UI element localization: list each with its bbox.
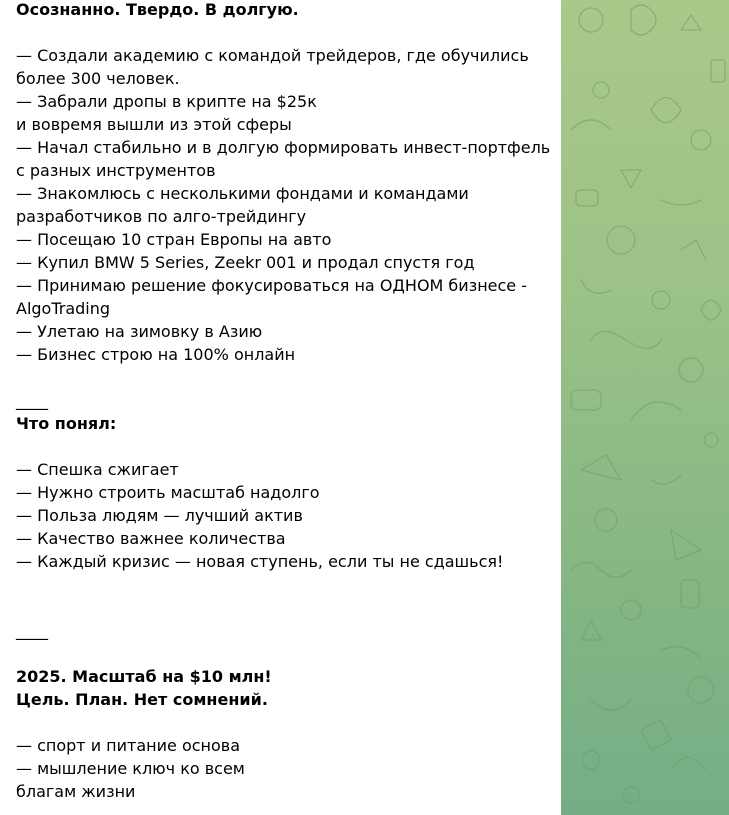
message-line: разработчиков по алго-трейдингу	[16, 207, 307, 226]
message-line: — мышление ключ ко всем	[16, 759, 245, 778]
message-line: с разных инструментов	[16, 161, 216, 180]
message-line: AlgoTrading	[16, 299, 111, 318]
message-line: — Бизнес строю на 100% онлайн	[16, 345, 296, 364]
message-line: 2025. Масштаб на $10 млн!	[16, 667, 272, 686]
message-line: более 300 человек.	[16, 69, 180, 88]
message-line: — Польза людям — лучший актив	[16, 506, 303, 525]
message-line: — Знакомлюсь с несколькими фондами и командами	[16, 184, 469, 203]
message-line: — Улетаю на зимовку в Азию	[16, 322, 263, 341]
message-line: — Создали академию с командой трейдеров, где обучились	[16, 46, 529, 65]
blank-line	[16, 573, 551, 596]
blank-line	[16, 435, 551, 458]
message-line: — Спешка сжигает	[16, 460, 179, 479]
message-line: Цель. План. Нет сомнений.	[16, 690, 268, 709]
message-line: Осознанно. Твердо. В долгую.	[16, 0, 299, 19]
message-line: благам жизни	[16, 782, 136, 801]
blank-line	[16, 642, 551, 665]
message-line: ____	[16, 621, 48, 640]
message-line: — Качество важнее количества	[16, 529, 286, 548]
blank-line	[16, 596, 551, 619]
blank-line	[16, 21, 551, 44]
message-line: — Нужно строить масштаб надолго	[16, 483, 320, 502]
message-line: ____	[16, 391, 48, 410]
doodle-pattern-icon	[561, 0, 729, 815]
message-line: — Каждый кризис — новая ступень, если ты не сдашься!	[16, 552, 504, 571]
blank-line	[16, 366, 551, 389]
message-line: — спорт и питание основа	[16, 736, 241, 755]
message-line: Что понял:	[16, 414, 117, 433]
message-line: и вовремя вышли из этой сферы	[16, 115, 292, 134]
message-line: — Начал стабильно и в долгую формировать инвест-портфель	[16, 138, 551, 157]
blank-line	[16, 711, 551, 734]
message-line: — Посещаю 10 стран Европы на авто	[16, 230, 332, 249]
message-line: — Забрали дропы в крипте на $25к	[16, 92, 317, 111]
message-text	[16, 0, 551, 803]
chat-wallpaper	[561, 0, 729, 815]
message-line: — Принимаю решение фокусироваться на ОДНОМ бизнесе -	[16, 276, 528, 295]
message-line: — Купил BMW 5 Series, Zeekr 001 и продал спустя год	[16, 253, 475, 272]
